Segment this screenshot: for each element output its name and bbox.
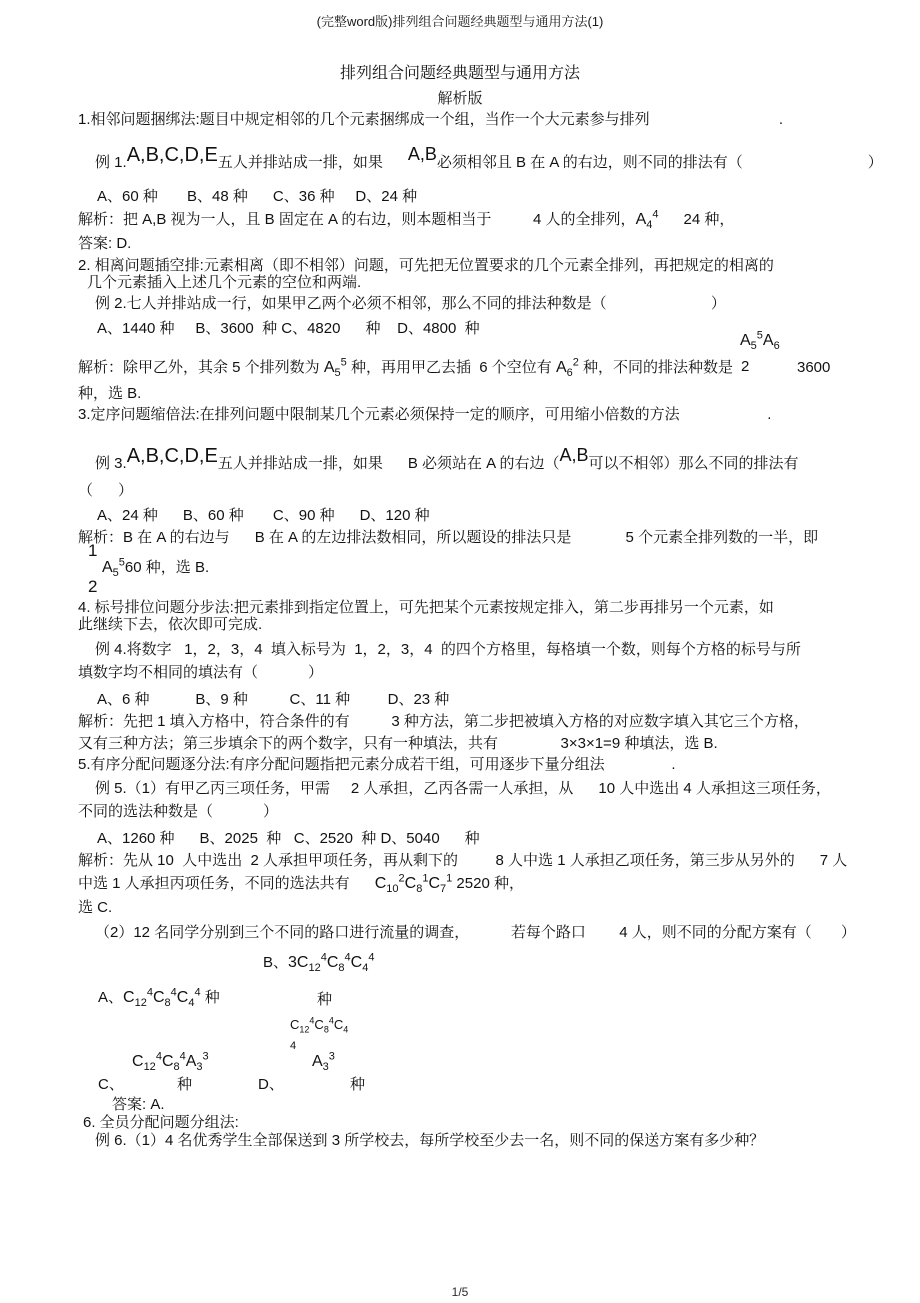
option-a-unit: 种 — [200, 989, 220, 1006]
example-1-letters: A,B,C,D,E — [126, 144, 218, 166]
analysis-5-post: 2520 种， — [452, 875, 524, 892]
options-2: A、1440 种 B、3600 种 C、4820 种 D、4800 种 — [97, 320, 480, 337]
option-c-label: C、 — [98, 1076, 124, 1093]
example-1-ab: A,B — [407, 144, 437, 164]
rule-5: 5.有序分配问题逐分法:有序分配问题指把元素分成若干组，可用逐步下量分组法 . — [78, 756, 676, 773]
option-b-label: B、 — [263, 954, 289, 971]
example-4-line1: 例 4.将数字 1，2，3，4 填入标号为 1，2，3，4 的四个方格里，每格填一个数，则每个方格的标号与所 — [95, 641, 801, 658]
analysis-1-post: 24 种， — [658, 211, 735, 228]
analysis-5-line2 — [78, 872, 524, 896]
analysis-5-pre: 中选 1 人承担丙项任务，不同的选法共有 — [78, 875, 375, 892]
formula-small-sub4: 4 — [290, 1040, 297, 1052]
rule-1: 1.相邻问题捆绑法:题目中规定相邻的几个元素捆绑成一个组，当作一个大元素参与排列 . — [78, 111, 784, 128]
example-1 — [95, 144, 883, 172]
analysis-3-result-text: 60 种，选 B. — [124, 559, 210, 576]
analysis-2-tail: 种，选 B. — [78, 385, 142, 402]
doc-title: 排列组合问题经典题型与通用方法 — [339, 65, 580, 82]
analysis-5-line1: 解析：先从 10 人中选出 2 人承担甲项任务，再从剩下的 8 人中选 1 人承担乙项任务，第三步从另外的 7 人 — [78, 852, 848, 869]
analysis-2 — [78, 356, 734, 380]
example-5-line1: 例 5.（1）有甲乙丙三项任务，甲需 2 人承担，乙丙各需一人承担，从 10 人中选出 4 人承担这三项任务， — [95, 780, 831, 797]
example-1-rest: 必须相邻且 B 在 A 的右边，则不同的排法有（ ） — [436, 154, 883, 171]
analysis-2-pre: 解析：除甲乙外，其余 5 个排列数为 — [78, 359, 324, 376]
rule-4-line2: 此继续下去，依次即可完成. — [78, 616, 263, 633]
formula-c124-c84-c44: $C_{12}^4C_8^4C_4^4$ — [123, 986, 201, 1010]
option-d-unit: 种 — [350, 1076, 366, 1093]
analysis-4-line1: 解析：先把 1 填入方格中，符合条件的有 3 种方法，第二步把被填入方格的对应数字填入其它三个方格， — [78, 713, 809, 730]
formula-a44: $A_4^4$ — [635, 208, 659, 232]
analysis-3-result — [102, 556, 210, 580]
answer-1: 答案: D. — [78, 235, 132, 252]
page-number: 1/5 — [451, 1285, 469, 1299]
analysis-2-post: 种，不同的排法种数是 — [578, 359, 734, 376]
options-3: A、24 种 B、60 种 C、90 种 D、120 种 — [97, 507, 430, 524]
example-3-letters: A,B,C,D,E — [126, 445, 218, 467]
example-6: 例 6.（1）4 名优秀学生全部保送到 3 所学校去，每所学校至少去一名，则不同的保送方案有多少种？ — [95, 1132, 765, 1149]
rule-2-line2: 几个元素插入上述几个元素的空位和两端. — [87, 274, 362, 291]
option-b-unit: 种 — [317, 991, 333, 1008]
option-a-formula — [98, 986, 220, 1010]
rule-3: 3.定序问题缩倍法:在排列问题中限制某几个元素必须保持一定的顺序，可用缩小倍数的方法 . — [78, 406, 772, 423]
formula-a55a6-denominator: 2 — [741, 358, 750, 375]
example-4-line2: 填数字均不相同的填法有（ ） — [78, 664, 324, 681]
formula-c102-c81-c71: $C_{10}^2C_8^1C_7^1$ — [374, 872, 453, 896]
formula-a55-half: $A_5^5$ — [102, 556, 125, 580]
analysis-3: 解析：B 在 A 的右边与 B 在 A 的左边排法数相同，所以题设的排法只是 5 个元素全排列数的一半，即 — [78, 529, 819, 546]
example-3-mid: 五人并排站成一排，如果 — [217, 455, 408, 472]
analysis-1-pre: 解析：把 A,B 视为一人，且 B 固定在 A 的右边，则本题相当于 4 人的全排列， — [78, 211, 636, 228]
option-a-label: A、 — [98, 989, 124, 1006]
analysis-2-mid: 种，再用甲乙去插 6 个空位有 — [346, 359, 556, 376]
fraction-denominator: 2 — [88, 577, 98, 596]
formula-a55: $A_5^5$ — [323, 356, 347, 380]
formula-a62: $A_6^2$ — [555, 356, 579, 380]
formula-a55a6-numerator: $A_5^5A_6$ — [740, 329, 780, 353]
option-c-unit: 种 — [177, 1076, 193, 1093]
example-5-part2: （2）12 名同学分别到三个不同的路口进行流量的调查， 若每个路口 4 人，则不同的分配方案有（ ） — [95, 924, 856, 941]
analysis-4-line2: 又有三种方法；第三步填余下的两个数字，只有一种填法，共有 3×3×1=9 种填法，选 B. — [78, 735, 718, 752]
example-1-mid: 五人并排站成一排，如果 — [217, 154, 408, 171]
example-5-line2: 不同的选法种数是（ ） — [78, 803, 279, 820]
analysis-1 — [78, 208, 735, 232]
options-5: A、1260 种 B、2025 种 C、2520 种 D、5040 种 — [97, 830, 480, 847]
example-3-b: B 必须站在 A 的右边（ — [407, 455, 560, 472]
formula-3c124-c84-c44: $3C_{12}^4C_8^4C_4^4$ — [288, 951, 375, 975]
formula-c124-c84-c4-small: $C_{12}^4C_8^4C_4$ — [290, 1015, 349, 1035]
option-b-formula — [263, 951, 375, 975]
result-3600: 3600 — [797, 359, 831, 376]
option-d-label: D、 — [258, 1076, 284, 1093]
options-1: A、60 种 B、48 种 C、36 种 D、24 种 — [97, 188, 418, 205]
example-3-paren: （ ） — [78, 482, 134, 499]
formula-a33: $A_3^3$ — [312, 1050, 335, 1074]
example-3-ab: A,B — [559, 445, 589, 465]
formula-c124-c84-a33: $C_{12}^4C_8^4A_3^3$ — [132, 1050, 209, 1074]
rule-2-line1: 2. 相离问题插空排:元素相离（即不相邻）问题，可先把无位置要求的几个元素全排列，再把规定的相离的 — [78, 257, 774, 274]
rule-4-line1: 4. 标号排位问题分步法:把元素排到指定位置上，可先把某个元素按规定排入，第二步再排另一个元素，如 — [78, 599, 774, 616]
options-4: A、6 种 B、9 种 C、11 种 D、23 种 — [97, 691, 450, 708]
doc-subtitle: 解析版 — [437, 90, 483, 107]
answer-5-2: 答案: A. — [112, 1096, 165, 1113]
example-3-rest: 可以不相邻）那么不同的排法有 — [588, 455, 799, 472]
example-3 — [95, 445, 799, 473]
rule-6: 6. 全员分配问题分组法: — [83, 1114, 239, 1131]
example-3-label: 例 3. — [95, 455, 127, 472]
example-2: 例 2.七人并排站成一行，如果甲乙两个必须不相邻，那么不同的排法种数是（ ） — [95, 295, 726, 312]
fraction-numerator: 1 — [88, 541, 98, 560]
answer-5-1: 选 C. — [78, 899, 113, 916]
file-header-title: (完整word版)排列组合问题经典题型与通用方法(1) — [316, 14, 604, 29]
example-1-label: 例 1. — [95, 154, 127, 171]
